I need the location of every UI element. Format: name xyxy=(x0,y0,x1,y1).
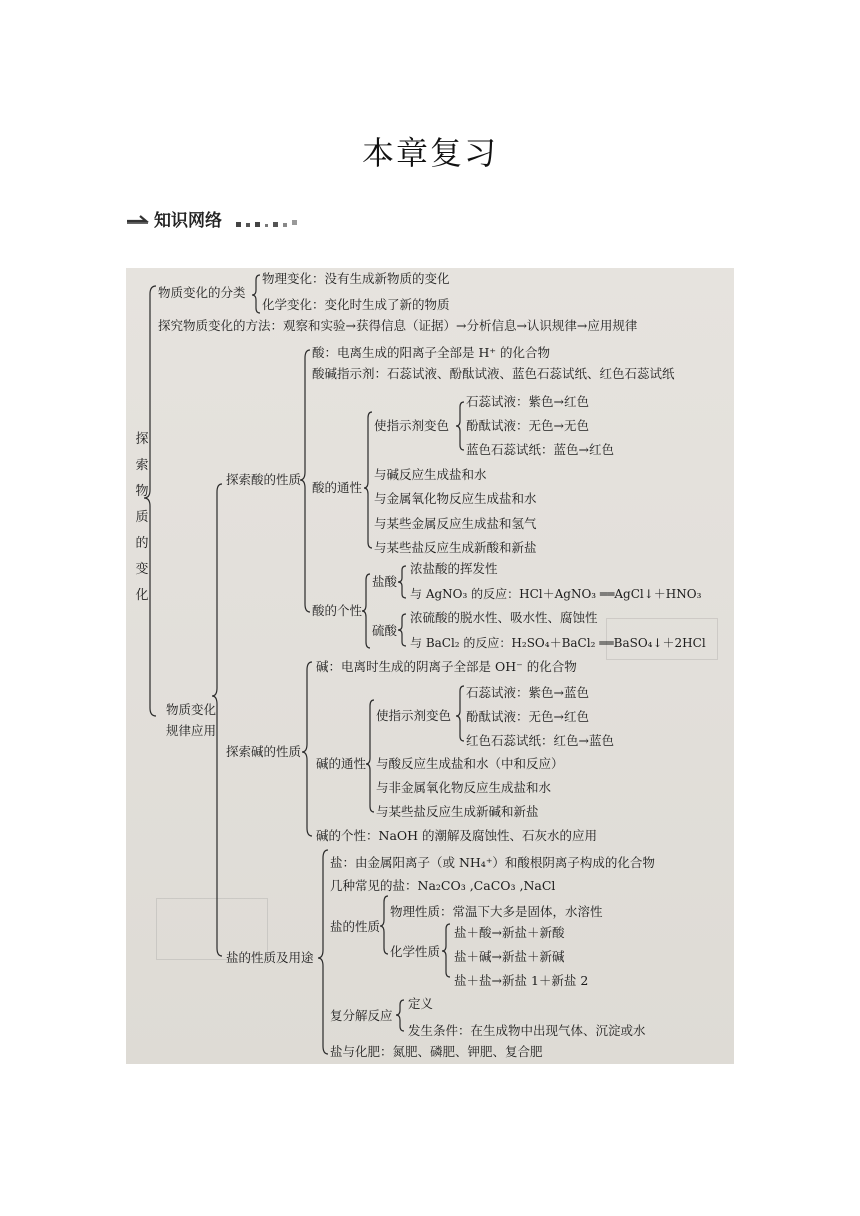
node-acid-definition: 酸：电离生成的阳离子全部是 H⁺ 的化合物 xyxy=(312,345,550,360)
node-acid-individuality: 酸的个性 xyxy=(312,603,363,618)
node-chemical-change: 化学变化：变化时生成了新的物质 xyxy=(262,297,450,312)
root-char: 化 xyxy=(135,588,149,603)
arrow-icon xyxy=(126,212,152,226)
node-base-indicator-2: 酚酞试液：无色→红色 xyxy=(466,709,589,724)
node-acid-indicator: 使指示剂变色 xyxy=(374,418,450,433)
node-salt-chem-3: 盐＋盐→新盐 1＋新盐 2 xyxy=(454,973,589,988)
node-acid-indicator-3: 蓝色石蕊试纸：蓝色→红色 xyxy=(466,442,614,457)
node-double-decomp-2: 发生条件：在生成物中出现气体、沉淀或水 xyxy=(408,1023,646,1038)
node-hcl-1: 浓盐酸的挥发性 xyxy=(410,561,498,576)
knowledge-network-photo xyxy=(126,268,734,1064)
node-base-indicator-3: 红色石蕊试纸：红色→蓝色 xyxy=(466,733,614,748)
node-salt-nature: 盐的性质 xyxy=(330,919,381,934)
node-salt-physical: 物理性质：常温下大多是固体，水溶性 xyxy=(390,904,603,919)
page-title: 本章复习 xyxy=(361,134,498,172)
node-salt-props: 盐的性质及用途 xyxy=(226,950,314,965)
node-salt-chemical: 化学性质 xyxy=(390,944,441,959)
node-fertilizer: 盐与化肥：氮肥、磷肥、钾肥、复合肥 xyxy=(330,1044,543,1059)
root-char: 质 xyxy=(135,510,149,525)
node-base-props: 探索碱的性质 xyxy=(226,744,302,759)
node-acid-common-1: 与碱反应生成盐和水 xyxy=(374,467,487,482)
root-char: 的 xyxy=(135,536,149,551)
node-physical-change: 物理变化：没有生成新物质的变化 xyxy=(262,271,450,286)
node-acid-indicator-1: 石蕊试液：紫色→红色 xyxy=(466,394,589,409)
node-hcl-2: 与 AgNO₃ 的反应：HCl＋AgNO₃ ══AgCl↓＋HNO₃ xyxy=(410,587,702,601)
node-base-definition: 碱：电离时生成的阴离子全部是 OH⁻ 的化合物 xyxy=(316,659,577,674)
root-char: 探 xyxy=(135,432,149,447)
node-h2so4-1: 浓硫酸的脱水性、吸水性、腐蚀性 xyxy=(410,610,598,625)
node-classification: 物质变化的分类 xyxy=(158,285,246,300)
node-law-application: 规律应用 xyxy=(166,723,217,738)
node-base-indicator-1: 石蕊试液：紫色→蓝色 xyxy=(466,685,589,700)
node-acid-common-3: 与某些金属反应生成盐和氢气 xyxy=(374,516,537,531)
node-double-decomposition: 复分解反应 xyxy=(330,1008,393,1023)
node-salt-chem-2: 盐＋碱→新盐＋新碱 xyxy=(454,949,565,964)
section-heading xyxy=(126,206,306,234)
node-base-indicator: 使指示剂变色 xyxy=(376,708,452,723)
node-acid-common-2: 与金属氧化物反应生成盐和水 xyxy=(374,491,537,506)
node-base-common-3: 与某些盐反应生成新碱和新盐 xyxy=(376,804,539,819)
decorative-dots xyxy=(234,220,304,228)
node-h2so4-2: 与 BaCl₂ 的反应：H₂SO₄＋BaCl₂ ══BaSO₄↓＋2HCl xyxy=(410,636,706,650)
root-char: 物 xyxy=(135,484,149,499)
node-salt-definition: 盐：由金属阳离子（或 NH₄⁺）和酸根阴离子构成的化合物 xyxy=(330,855,655,870)
node-base-common-1: 与酸反应生成盐和水（中和反应） xyxy=(376,756,564,771)
node-base-individuality: 碱的个性：NaOH 的潮解及腐蚀性、石灰水的应用 xyxy=(316,828,598,843)
root-char: 索 xyxy=(135,458,149,473)
node-acid-common-4: 与某些盐反应生成新酸和新盐 xyxy=(374,540,537,555)
node-hcl: 盐酸 xyxy=(372,574,398,589)
root-char: 变 xyxy=(135,562,149,577)
node-indicators: 酸碱指示剂：石蕊试液、酚酞试液、蓝色石蕊试纸、红色石蕊试纸 xyxy=(312,366,675,381)
node-base-common: 碱的通性 xyxy=(316,756,367,771)
node-h2so4: 硫酸 xyxy=(372,623,398,638)
node-base-common-2: 与非金属氧化物反应生成盐和水 xyxy=(376,780,552,795)
node-acid-common: 酸的通性 xyxy=(312,480,363,495)
node-acid-indicator-2: 酚酞试液：无色→无色 xyxy=(466,418,589,433)
node-method: 探究物质变化的方法：观察和实验→获得信息（证据）→分析信息→认识规律→应用规律 xyxy=(158,318,638,333)
node-double-decomp-1: 定义 xyxy=(408,996,434,1011)
node-acid-props: 探索酸的性质 xyxy=(226,472,302,487)
section-label: 知识网络 xyxy=(154,211,222,231)
node-salt-chem-1: 盐＋酸→新盐＋新酸 xyxy=(454,925,565,940)
node-law-application: 物质变化 xyxy=(166,702,217,717)
node-salt-common: 几种常见的盐：Na₂CO₃ ,CaCO₃ ,NaCl xyxy=(330,878,556,893)
